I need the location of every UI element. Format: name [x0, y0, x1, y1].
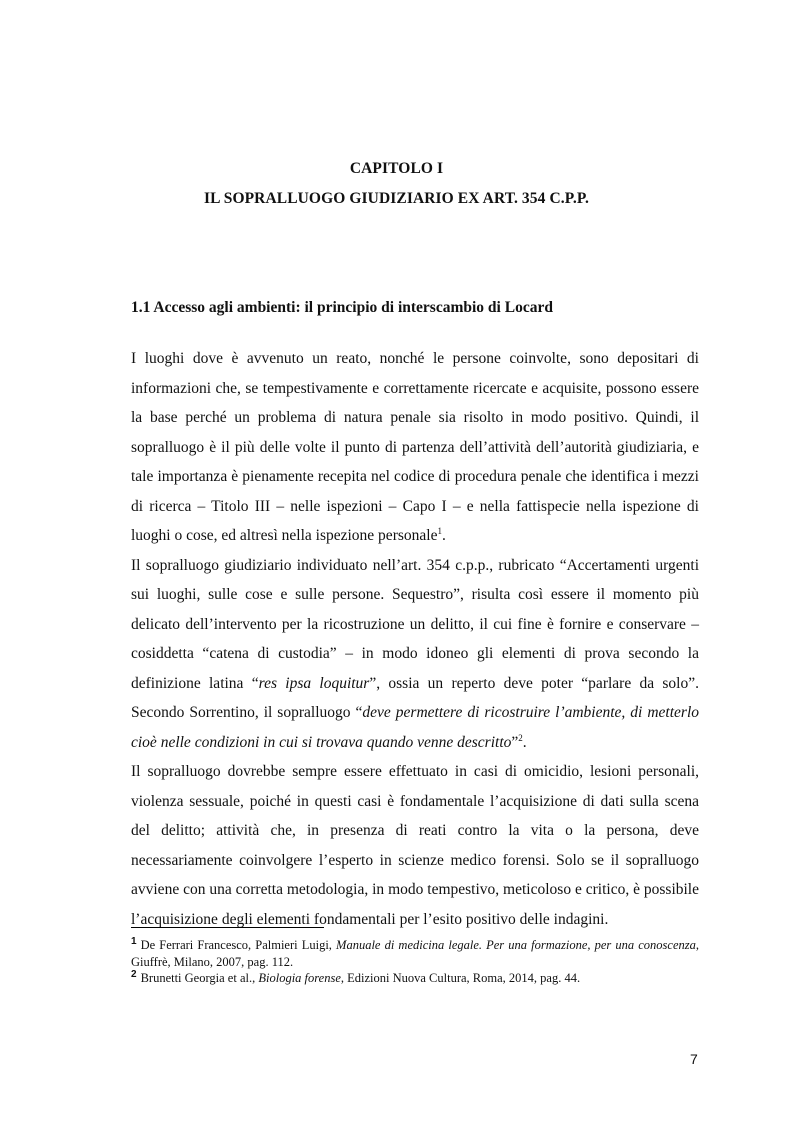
footnote-divider — [131, 927, 324, 928]
footnote-1-rest: , Giuffrè, Milano, 2007, pag. 112. — [131, 938, 699, 969]
chapter-label: CAPITOLO I — [349, 160, 444, 177]
paragraph-1-end: . — [441, 527, 446, 544]
body-text — [131, 344, 699, 934]
section-heading: 1.1 Accesso agli ambienti: il principio di interscambio di Locard — [131, 299, 553, 316]
footnote-1-title: Manuale di medicina legale. Per una formazione, per una conoscenza — [336, 938, 696, 952]
footnote-1-number: 1 — [131, 935, 137, 947]
paragraph-2-end: . — [522, 733, 527, 751]
footnote-1-authors: De Ferrari Francesco, Palmieri Luigi, — [140, 938, 337, 952]
sorrentino-quote: deve permettere di ricostruire l’ambiente, di metterlo cioè nelle condizioni in cui si trovava quando venne descritto — [131, 704, 700, 751]
paragraph-1-text: I luoghi dove è avvenuto un reato, nonché le persone coinvolte, sono depositari di informazioni che, se tempestivamente e correttamente ricercate e acquisite, possono essere la base perché un problema di natura penale sia risolto in modo positivo. Quindi, il sopralluogo è il più delle volte il punto di partenza dell’attività dell’autorità giudiziaria, e tale importanza è pienamente recepita nel codice di procedura penale che identifica i mezzi di ricerca – Titolo III – nelle ispezioni – Capo I – e nella fattispecie nella ispezione di luoghi o cose, ed altresì nella ispezione personale — [131, 350, 699, 544]
page-number: 7 — [690, 1051, 698, 1067]
paragraph-2-part-b: ”, ossia un reperto deve poter “parlare da solo”. Secondo Sorrentino, il sopralluogo “ — [131, 674, 699, 721]
paragraph-2 — [131, 551, 699, 758]
footnotes — [131, 937, 699, 987]
paragraph-2-part-a: Il sopralluogo giudiziario individuato nell’art. 354 c.p.p., rubricato “Accertamenti urgenti sui luoghi, sulle cose e sulle persone. Sequestro”, risulta così essere il momento più delicato dell’intervento per la ricostruzione un delitto, il cui fine è fornire e conservare – cosiddetta “catena di custodia” – in modo idoneo gli elementi di prova secondo la definizione latina “ — [131, 556, 699, 692]
chapter-title: IL SOPRALLUOGO GIUDIZIARIO EX ART. 354 C.P.P. — [204, 190, 589, 207]
paragraph-3: Il sopralluogo dovrebbe sempre essere effettuato in casi di omicidio, lesioni personali, violenza sessuale, poiché in questi casi è fondamentale l’acquisizione di dati sulla scena del delitto; attività che, in presenza di reati contro la vita o la persona, deve necessariamente coinvolgere l’esperto in scienze medico forensi. Solo se il sopralluogo avviene con una corretta metodologia, in modo tempestivo, meticoloso e critico, è possibile l’acquisizione degli elementi fondamentali per l’esito positivo delle indagini. — [131, 763, 699, 928]
footnote-2-rest: , Edizioni Nuova Cultura, Roma, 2014, pag. 44. — [340, 971, 581, 985]
paragraph-2-part-c: ” — [511, 733, 519, 751]
latin-phrase: res ipsa loquitur — [258, 674, 370, 692]
footnote-2 — [131, 970, 699, 987]
footnote-2-title: Biologia forense — [258, 971, 341, 985]
footnote-2-authors: Brunetti Georgia et al., — [140, 971, 259, 985]
footnote-ref-1: 1 — [437, 525, 442, 536]
paragraph-1 — [131, 344, 699, 551]
footnote-ref-2: 2 — [518, 732, 523, 743]
footnote-2-number: 2 — [131, 968, 137, 980]
footnote-1 — [131, 937, 699, 970]
